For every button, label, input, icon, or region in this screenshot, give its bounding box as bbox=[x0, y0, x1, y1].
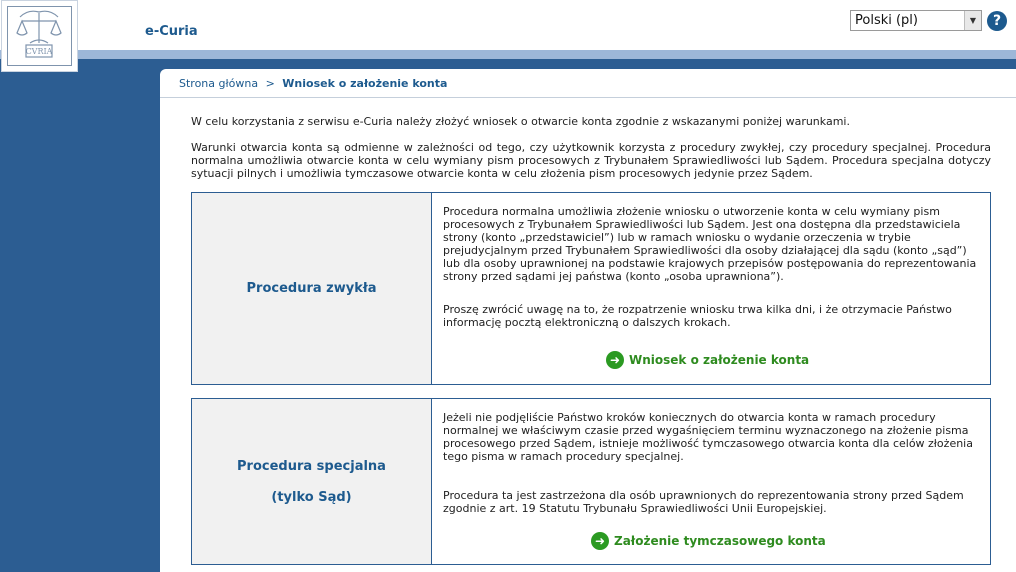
content-panel bbox=[160, 69, 1016, 572]
logo[interactable] bbox=[1, 0, 78, 72]
normal-procedure-heading-cell bbox=[192, 193, 432, 384]
breadcrumb-divider bbox=[160, 97, 1016, 98]
special-procedure-note: Procedura ta jest zastrzeżona dla osób uprawnionych do reprezentowania strony przed Sądem zgodnie z art. 19 Statutu Trybunału Sprawiedliwości Unii Europejskiej. bbox=[443, 489, 964, 515]
arrow-right-icon: ➜ bbox=[591, 532, 609, 550]
breadcrumb-current: Wniosek o założenie konta bbox=[282, 77, 448, 90]
normal-procedure-text: Procedura normalna umożliwia złożenie wniosku o utworzenie konta w celu wymiany pism procesowych z Trybunałem Sprawiedliwości lub Sądem. Jest ona dostępna dla przedstawiciela strony (konto „przedstawiciel”) lub w ramach wniosku o wydanie orzeczenia w trybie prejudycjalnym przed Trybunałem Sprawiedliwości dla osoby działającej dla sądu (konto „sąd”) lub dla osoby uprawnionej na podstawie krajowych przepisów postępowania do reprezentowania strony przed sądami jej państwa (konto „osoba uprawniona”). bbox=[443, 205, 977, 283]
normal-procedure-note: Proszę zwrócić uwagę na to, że rozpatrzenie wniosku trwa kilka dni, i że otrzymacie Państwo informację pocztą elektroniczną o dalszych krokach. bbox=[443, 303, 952, 329]
normal-procedure-box bbox=[191, 192, 991, 385]
help-icon[interactable]: ? bbox=[987, 11, 1007, 31]
special-procedure-description-cell bbox=[432, 399, 990, 564]
special-procedure-title: Procedura specjalna bbox=[237, 458, 386, 474]
logo-text: CVRIA bbox=[25, 47, 53, 56]
language-select-value: Polski (pl) bbox=[855, 13, 918, 28]
header-band bbox=[0, 50, 1016, 59]
app-title: e-Curia bbox=[145, 24, 198, 39]
breadcrumb-separator: > bbox=[265, 77, 275, 90]
dropdown-arrow-icon[interactable]: ▼ bbox=[964, 11, 981, 30]
request-account-label: Wniosek o założenie konta bbox=[629, 352, 810, 367]
intro-paragraph: W celu korzystania z serwisu e-Curia należy złożyć wniosek o otwarcie konta zgodnie z wskazanymi poniżej warunkami. bbox=[191, 115, 850, 128]
special-procedure-text: Jeżeli nie podjęliście Państwo kroków koniecznych do otwarcia konta w ramach procedury normalnej we właściwym czasie przed wygaśnięciem terminu wyznaczonego na złożenie pisma procesowego przed Sądem, istnieje możliwość tymczasowego otwarcia konta dla celów złożenia tego pisma w ramach procedury specjalnej. bbox=[443, 411, 973, 463]
special-procedure-subtitle: (tylko Sąd) bbox=[271, 489, 352, 505]
breadcrumb bbox=[179, 77, 447, 90]
intro-conditions-paragraph: Warunki otwarcia konta są odmienne w zależności od tego, czy użytkownik korzysta z procedury zwykłej, czy procedury specjalnej. Procedura normalna umożliwia otwarcie konta w celu wymiany pism procesowych z Trybunałem Sprawiedliwości lub Sądem. Procedura specjalna dotyczy sytuacji pilnych i umożliwia tymczasowe otwarcie konta w celu złożenia pism procesowych jedynie przez Sądem. bbox=[191, 141, 991, 180]
language-select[interactable] bbox=[850, 10, 982, 31]
temporary-account-label: Założenie tymczasowego konta bbox=[614, 533, 826, 548]
breadcrumb-home-link[interactable]: Strona główna bbox=[179, 77, 259, 90]
request-account-button[interactable] bbox=[606, 351, 809, 369]
normal-procedure-description-cell bbox=[432, 193, 990, 384]
arrow-right-icon: ➜ bbox=[606, 351, 624, 369]
normal-procedure-title: Procedura zwykła bbox=[246, 281, 377, 296]
curia-emblem bbox=[7, 6, 72, 66]
special-procedure-heading-cell bbox=[192, 399, 432, 564]
temporary-account-button[interactable] bbox=[591, 532, 826, 550]
special-procedure-box bbox=[191, 398, 991, 565]
